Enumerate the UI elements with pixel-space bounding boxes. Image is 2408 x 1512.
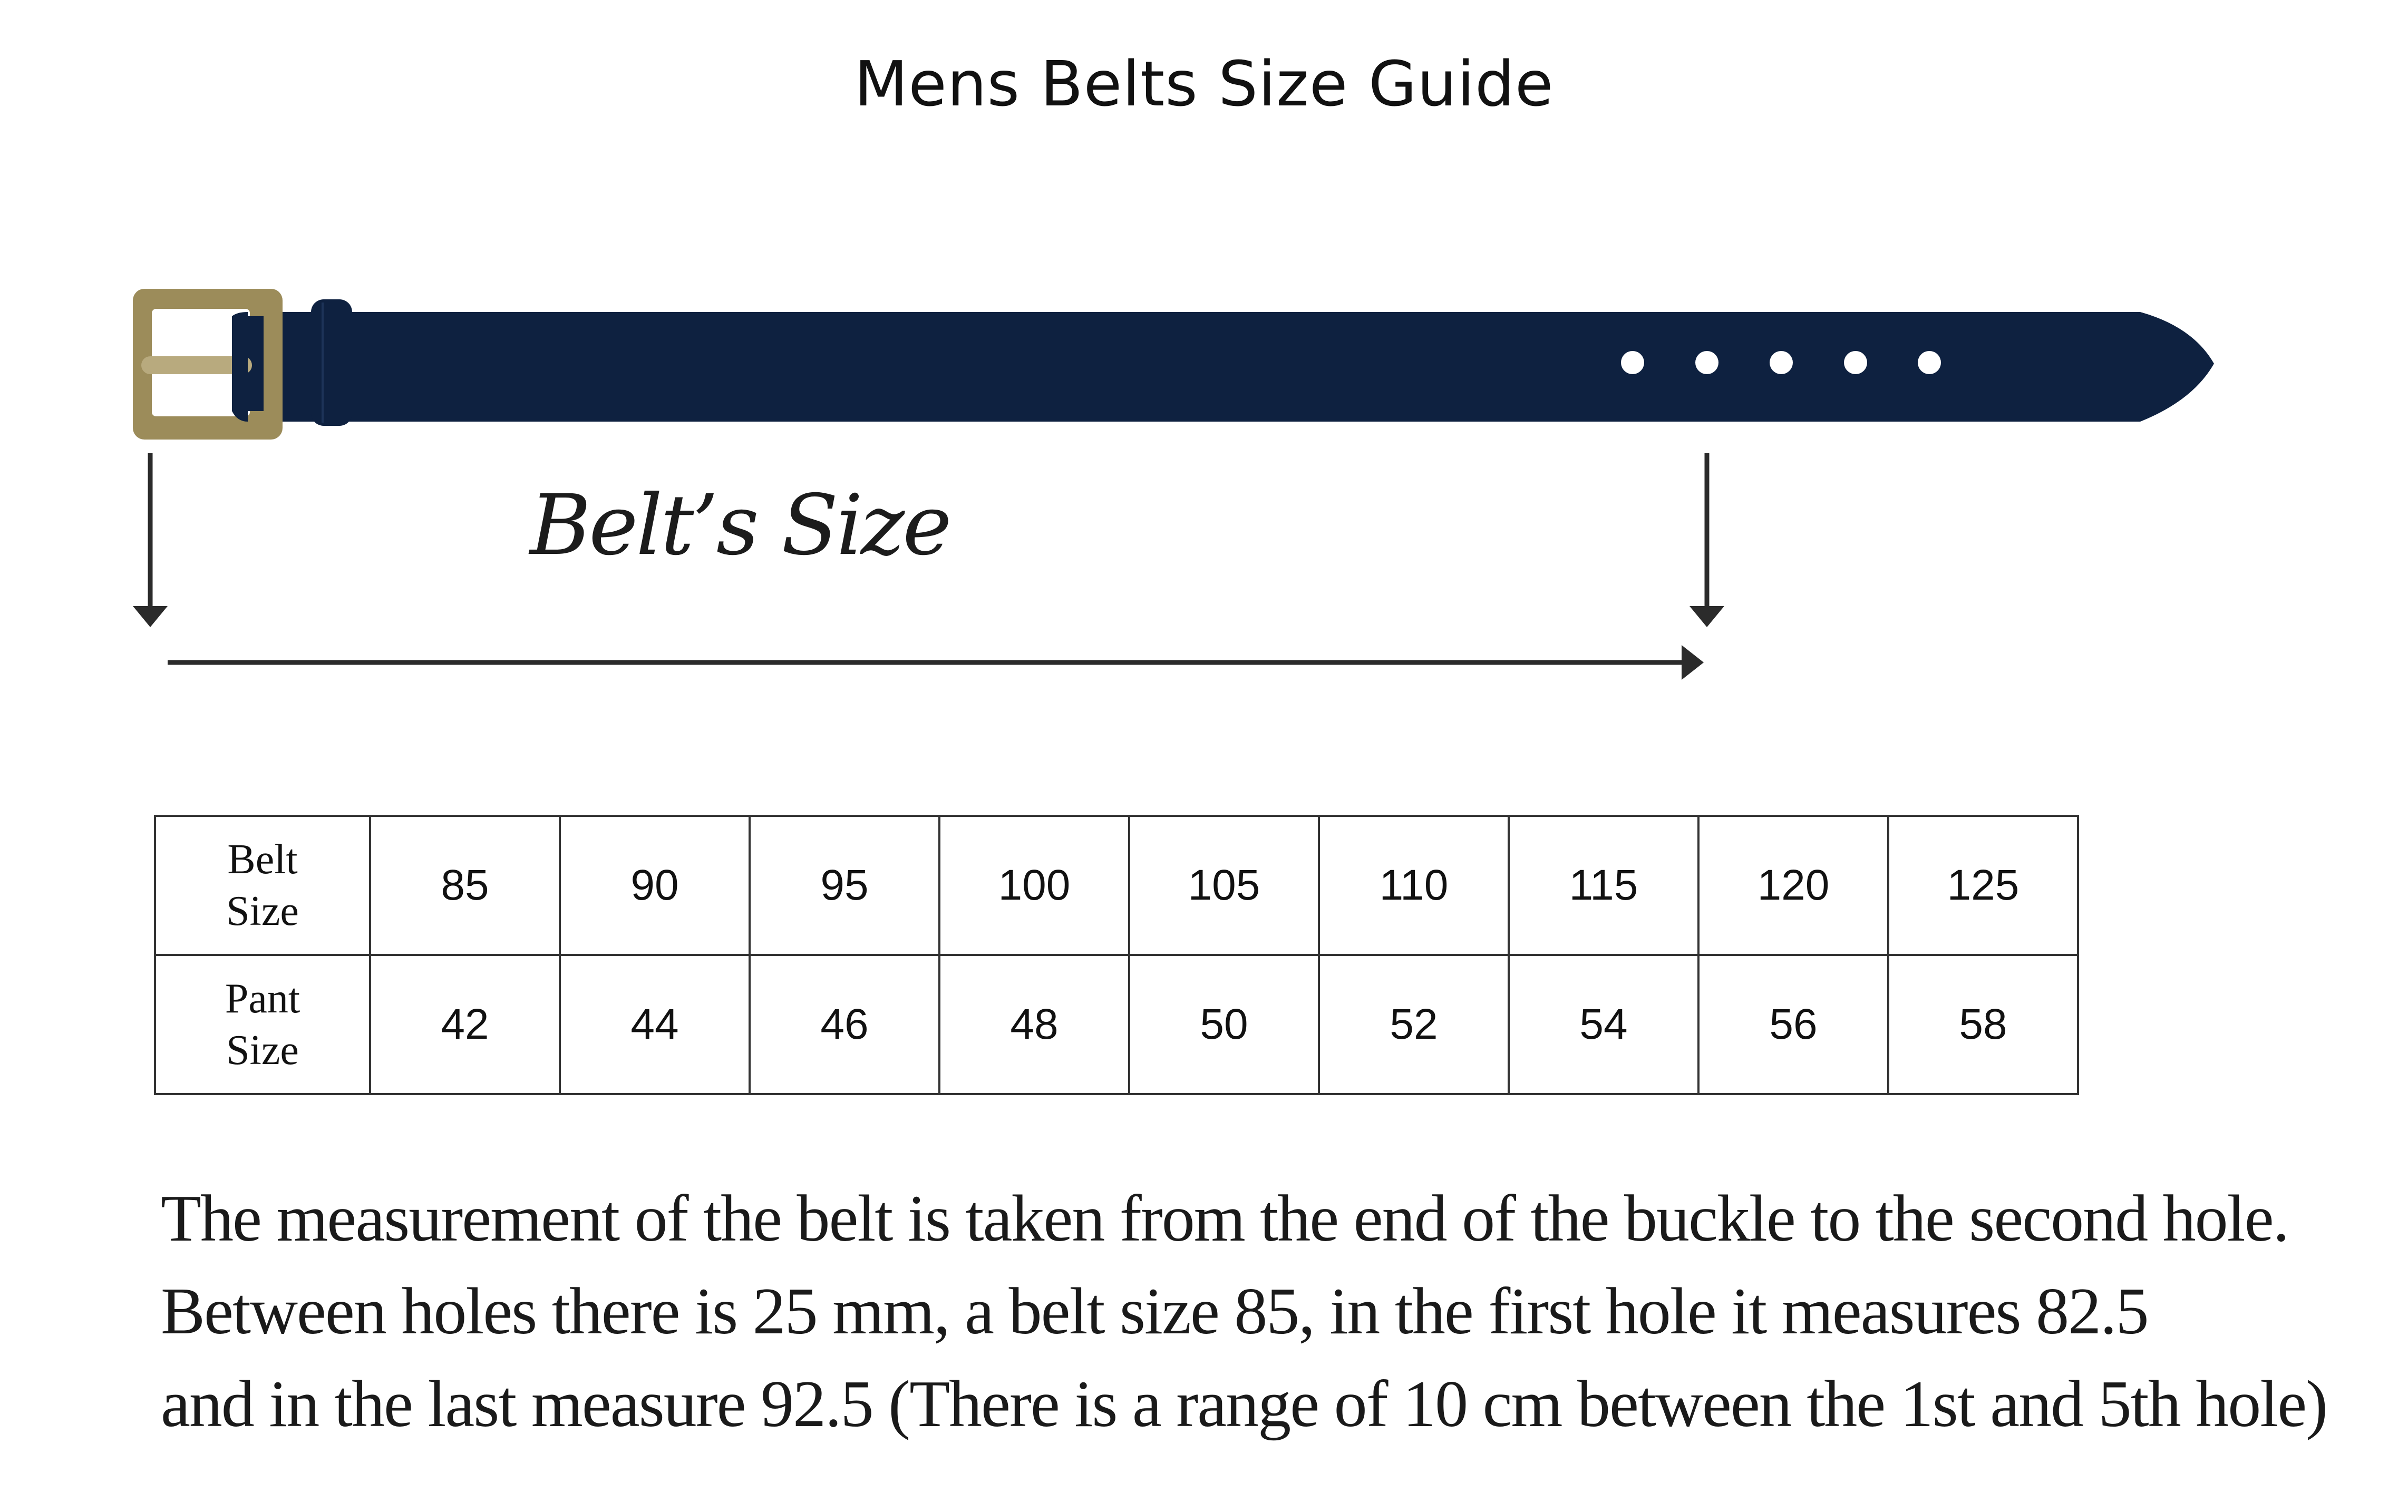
- description: [161, 1173, 2401, 1451]
- belt-illustration-icon: [0, 0, 2408, 696]
- table-cell: 56: [1698, 955, 1888, 1094]
- table-cell: 100: [939, 816, 1129, 955]
- arrow-right-icon: [168, 645, 1704, 680]
- belt-hole-4: [1844, 351, 1867, 374]
- description-line: The measurement of the belt is taken from the end of the buckle to the second hole.: [161, 1182, 2289, 1255]
- table-cell: 54: [1509, 955, 1698, 1094]
- row-header-line: Belt: [227, 836, 298, 883]
- description-line: and in the last measure 92.5 (There is a range of 10 cm between the 1st and 5th hole): [161, 1368, 2327, 1441]
- table-cell: 95: [750, 816, 939, 955]
- belt-hole-1: [1621, 351, 1644, 374]
- size-table: [154, 815, 2079, 1095]
- arrow-down-icon: [133, 453, 168, 627]
- row-header-line: Pant: [225, 976, 300, 1022]
- row-header-line: Size: [226, 1027, 299, 1074]
- belt-size-label: Belt’s Size: [530, 477, 950, 574]
- table-cell: 46: [750, 955, 939, 1094]
- table-cell: 125: [1888, 816, 2078, 955]
- table-cell: 85: [370, 816, 560, 955]
- table-cell: 44: [560, 955, 750, 1094]
- table-cell: 110: [1319, 816, 1509, 955]
- table-cell: 50: [1129, 955, 1319, 1094]
- table-cell: 120: [1698, 816, 1888, 955]
- belt-hole-3: [1770, 351, 1793, 374]
- description-line: Between holes there is 25 mm, a belt size 85, in the first hole it measures 82.5: [161, 1275, 2148, 1348]
- table-cell: 52: [1319, 955, 1509, 1094]
- table-row-belt-size: [155, 816, 2078, 955]
- belt-hole-5: [1918, 351, 1941, 374]
- table-cell: 115: [1509, 816, 1698, 955]
- belt-loop: [311, 299, 352, 426]
- table-cell: 58: [1888, 955, 2078, 1094]
- table-cell: 42: [370, 955, 560, 1094]
- table-cell: 90: [560, 816, 750, 955]
- table-cell: 105: [1129, 816, 1319, 955]
- table-row-pant-size: [155, 955, 2078, 1094]
- belt-hole-2: [1695, 351, 1718, 374]
- arrow-down-icon: [1690, 453, 1724, 627]
- row-header-pant-size: [155, 955, 370, 1094]
- table-cell: 48: [939, 955, 1129, 1094]
- buckle-icon: [133, 289, 283, 440]
- page-title: Mens Belts Size Guide: [854, 47, 1554, 120]
- row-header-belt-size: [155, 816, 370, 955]
- row-header-line: Size: [226, 888, 299, 934]
